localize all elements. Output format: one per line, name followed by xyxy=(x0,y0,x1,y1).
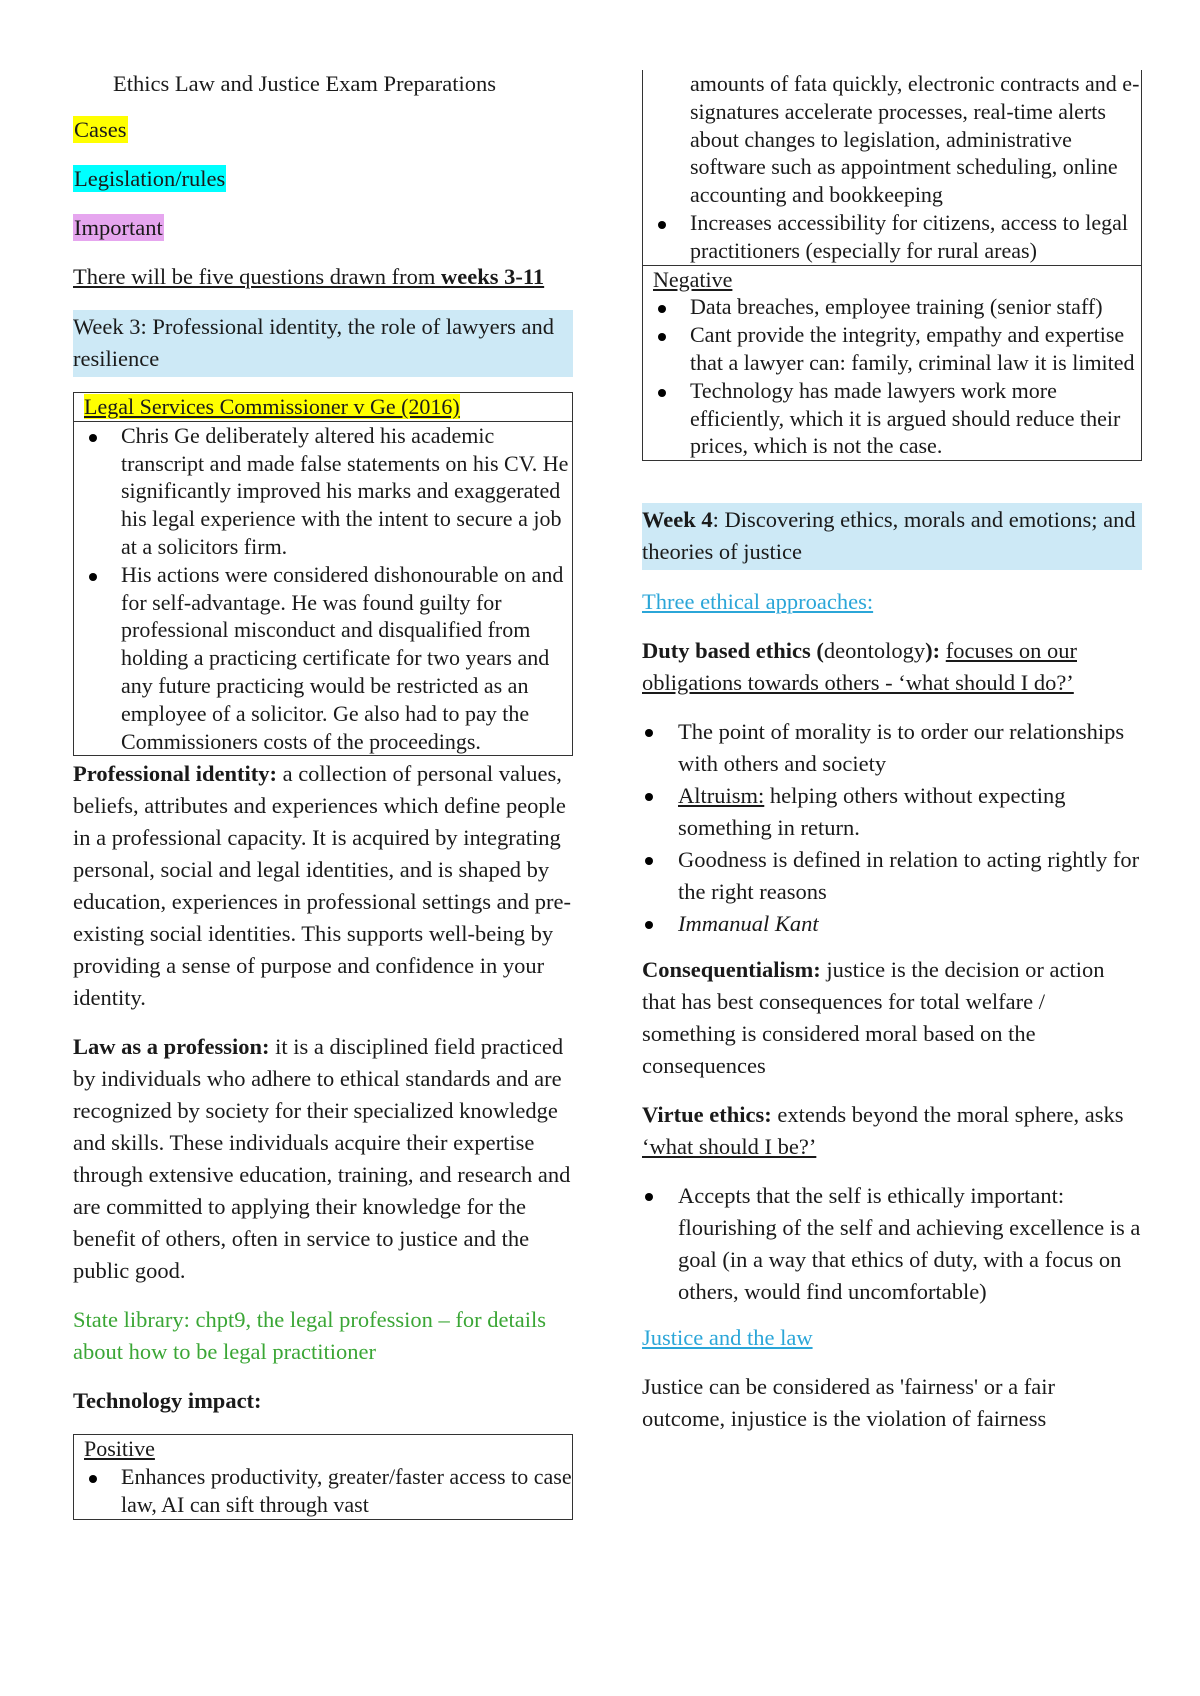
tech-box-positive-part1 xyxy=(73,1434,573,1519)
tech-heading-paragraph xyxy=(73,1385,573,1417)
virtue-bullet: Accepts that the self is ethically important: flourishing of the self and achieving excellence is a goal (in a way that ethics of duty, with a focus on others, would find uncomfortable) xyxy=(642,1180,1142,1308)
consequentialism-paragraph xyxy=(642,954,1142,1082)
negative-bullet: Technology has made lawyers work more efficiently, which it is argued should reduce their prices, which is not the case. xyxy=(643,377,1141,460)
week4-heading xyxy=(642,503,1142,570)
duty-term: Duty based ethics ( xyxy=(642,638,824,664)
key-cases-label: Cases xyxy=(74,117,127,142)
intro-text xyxy=(73,261,573,293)
duty-definition: focuses on our obligations towards others - ‘what should I do?’ xyxy=(642,638,1077,696)
case-bullet: Chris Ge deliberately altered his academic transcript and made false statements on his CV. He significantly improved his marks and exaggerated his legal experience with the intent to secure a job at a solicitors firm. xyxy=(74,422,572,561)
virtue-question: ‘what should I be?’ xyxy=(642,1134,817,1160)
duty-bullet-text: The point of morality is to order our relationships with others and society xyxy=(678,719,1125,777)
duty-paragraph xyxy=(642,635,1142,699)
positive-bullets-part2 xyxy=(643,70,1141,265)
positive-bullets-part1 xyxy=(74,1463,572,1519)
consequentialism-term: Consequentialism: xyxy=(642,957,821,983)
negative-section xyxy=(643,265,1141,461)
left-column xyxy=(73,68,573,1520)
key-important xyxy=(73,212,573,244)
key-important-label: Important xyxy=(74,215,163,240)
duty-bullets xyxy=(642,716,1142,940)
duty-bullet-text: Goodness is defined in relation to acting rightly for the right reasons xyxy=(678,847,1140,905)
virtue-bullets xyxy=(642,1180,1142,1308)
case-bullets xyxy=(74,422,572,756)
professional-identity-term: Professional identity: xyxy=(73,761,277,787)
intro-weeks: weeks 3-11 xyxy=(441,264,545,289)
negative-bullet: Cant provide the integrity, empathy and expertise that a lawyer can: family, criminal law it is limited xyxy=(643,321,1141,377)
positive-bullet-continued: amounts of fata quickly, electronic contracts and e-signatures accelerate processes, real-time alerts about changes to legislation, administrative software such as appointment scheduling, online accounting and bookkeeping xyxy=(690,71,1140,208)
professional-identity-paragraph xyxy=(73,758,573,1014)
negative-bullets xyxy=(643,293,1141,460)
negative-label: Negative xyxy=(653,266,733,292)
duty-bullet-text: helping others without expecting something in return. xyxy=(678,783,1066,841)
week4-title: : Discovering ethics, morals and emotions; and theories of justice xyxy=(642,507,1136,565)
negative-bullet: Data breaches, employee training (senior staff) xyxy=(643,293,1141,321)
justice-heading: Justice and the law xyxy=(642,1325,813,1351)
tech-box-continued xyxy=(642,70,1142,461)
duty-bullet xyxy=(642,908,1142,940)
key-cases xyxy=(73,114,573,146)
week4-label: Week 4 xyxy=(642,507,713,533)
key-legislation xyxy=(73,163,573,195)
positive-bullet: Enhances productivity, greater/faster access to case law, AI can sift through vast xyxy=(74,1463,572,1519)
altruism-term: Altruism: xyxy=(678,783,765,809)
positive-label-row xyxy=(74,1435,572,1463)
negative-label-row xyxy=(643,266,1141,294)
duty-bullet xyxy=(642,780,1142,844)
duty-bullet xyxy=(642,716,1142,780)
case-box xyxy=(73,392,573,756)
justice-text: Justice can be considered as 'fairness' or a fair outcome, injustice is the violation of fairness xyxy=(642,1374,1055,1432)
week3-heading: Week 3: Professional identity, the role of lawyers and resilience xyxy=(73,310,573,377)
case-bullet: His actions were considered dishonourable on and for self-advantage. He was found guilty for professional misconduct and disqualified from holding a practicing certificate for two years and any future practicing would be restricted as an employee of a solicitor. Ge also had to pay the Commissioners costs of the proceedings. xyxy=(74,561,572,756)
law-profession-term: Law as a profession: xyxy=(73,1034,270,1060)
right-column xyxy=(642,70,1142,1452)
virtue-term: Virtue ethics: xyxy=(642,1102,772,1128)
virtue-paragraph xyxy=(642,1099,1142,1163)
intro-lead: There will be five questions drawn from xyxy=(73,264,442,289)
document-title: Ethics Law and Justice Exam Preparations xyxy=(113,71,497,96)
tech-heading: Technology impact: xyxy=(73,1388,262,1414)
positive-bullet: Increases accessibility for citizens, access to legal practitioners (especially for rural areas) xyxy=(643,209,1141,265)
case-box-header xyxy=(74,393,572,421)
duty-paren: deontology xyxy=(823,638,926,664)
case-title: Legal Services Commissioner v Ge (2016) xyxy=(84,394,460,419)
professional-identity-text: a collection of personal values, beliefs, attributes and experiences which define people in a professional capacity. It is acquired by integrating personal, social and legal identities, and is shaped by education, experiences in professional settings and pre-existing social identities. This supports well-being by providing a sense of purpose and confidence in your identity. xyxy=(73,761,571,1011)
key-legislation-label: Legislation/rules xyxy=(74,166,226,191)
kant-name: Immanual Kant xyxy=(678,911,819,937)
virtue-text: extends beyond the moral sphere, asks xyxy=(771,1102,1124,1128)
state-library-note: State library: chpt9, the legal profession – for details about how to be legal practitioner xyxy=(73,1307,546,1365)
law-profession-text: it is a disciplined field practiced by individuals who adhere to ethical standards and are recognized by society for their specialized knowledge and skills. These individuals acquire their expertise through extensive education, training, and research and are committed to applying their knowledge for the benefit of others, often in service to justice and the public good. xyxy=(73,1034,571,1284)
duty-bullet xyxy=(642,844,1142,908)
case-box-body xyxy=(74,421,572,756)
law-profession-paragraph xyxy=(73,1031,573,1287)
duty-term-end: ): xyxy=(925,638,941,664)
consequentialism-text: justice is the decision or action that has best consequences for total welfare / something is considered moral based on the consequences xyxy=(642,957,1105,1079)
positive-label: Positive xyxy=(84,1436,155,1462)
three-approaches-heading: Three ethical approaches: xyxy=(642,589,874,615)
